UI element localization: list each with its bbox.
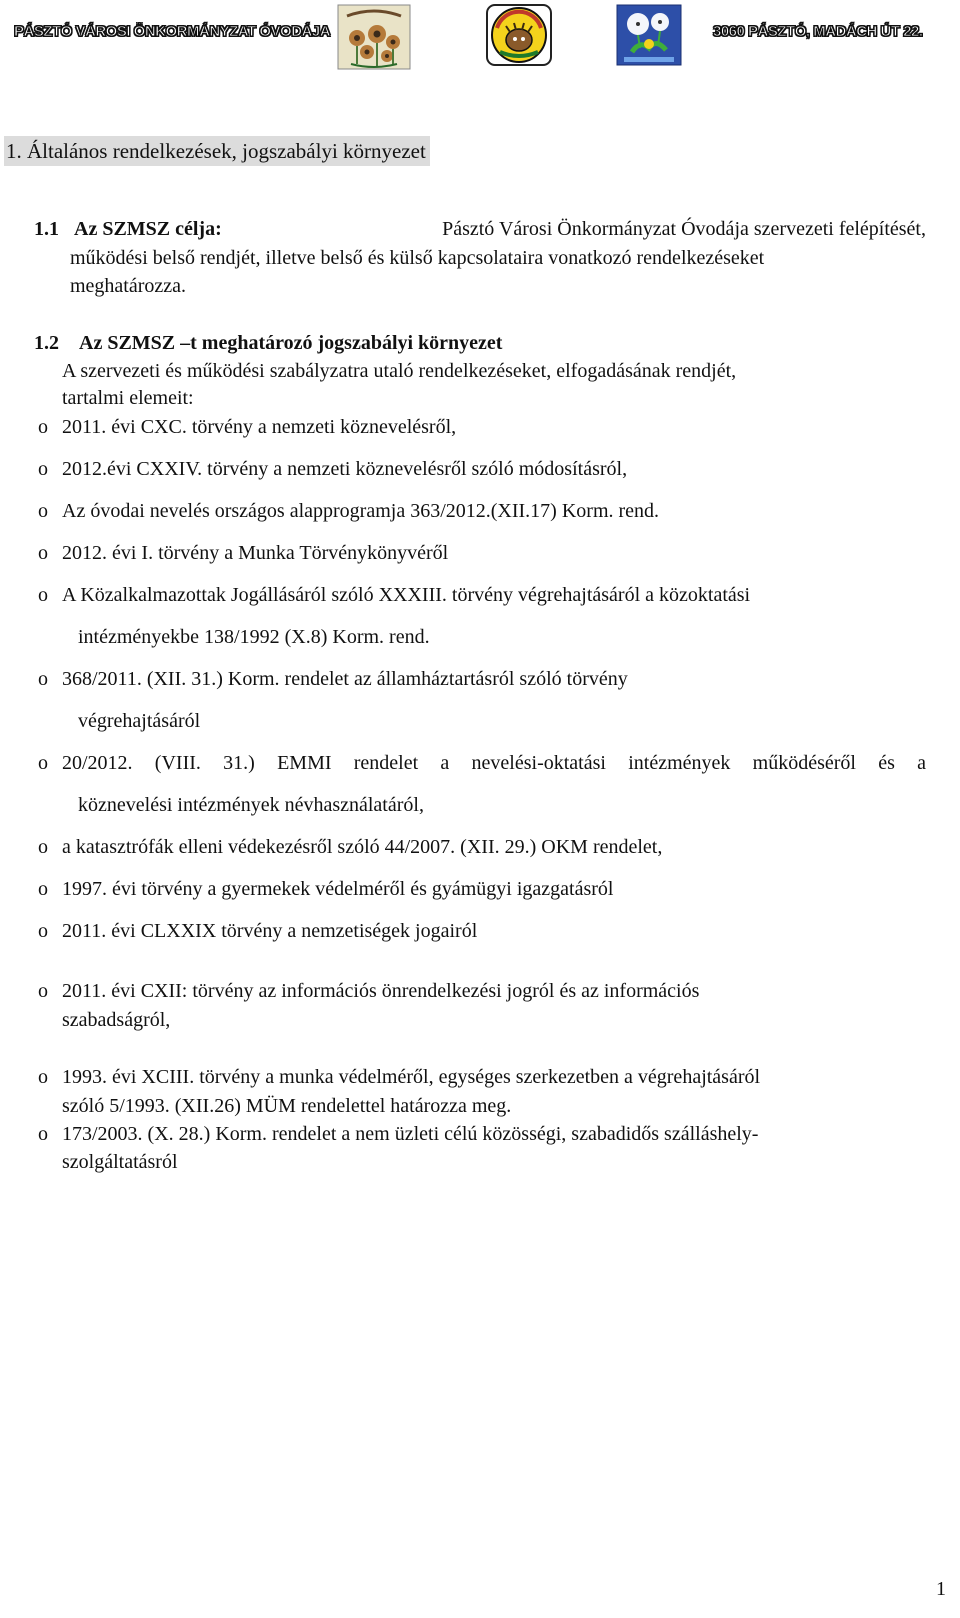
list-item-continuation: végrehajtásáról <box>78 710 201 732</box>
list-item-text: Az óvodai nevelés országos alapprogramja 363/2012.(XII.17) Korm. rend. <box>62 500 660 522</box>
institution-name: PÁSZTÓ VÁROSI ÖNKORMÁNYZAT ÓVODÁJA <box>14 23 331 40</box>
bullet-icon: o <box>38 1066 48 1088</box>
flowers-logo-image <box>337 4 411 70</box>
bullet-icon: o <box>38 752 48 774</box>
list-item-continuation: intézményekbe 138/1992 (X.8) Korm. rend. <box>78 626 430 648</box>
bullet-icon: o <box>38 920 48 942</box>
list-item-continuation: szolgáltatásról <box>62 1151 178 1173</box>
institution-address: 3060 PÁSZTÓ, MADÁCH ÚT 22. <box>713 23 923 40</box>
bullet-icon: o <box>38 878 48 900</box>
bullet-icon: o <box>38 458 48 480</box>
list-item-text: 1993. évi XCIII. törvény a munka védelméről, egységes szerkezetben a végrehajtásáról <box>62 1066 761 1088</box>
section-heading: 1. Általános rendelkezések, jogszabályi környezet <box>4 136 430 166</box>
list-item-text: 1997. évi törvény a gyermekek védelméről és gyámügyi igazgatásról <box>62 878 614 900</box>
bullet-icon: o <box>38 584 48 606</box>
section-1-1-number: 1.1 <box>34 218 59 240</box>
page-number: 1 <box>936 1578 946 1600</box>
list-item-text: 2012.évi CXXIV. törvény a nemzeti köznevelésről szóló módosításról, <box>62 458 628 480</box>
list-item-continuation: köznevelési intézmények névhasználatáról, <box>78 794 424 816</box>
section-1-1-line-3: meghatározza. <box>70 275 187 297</box>
section-1-2-number: 1.2 <box>34 332 59 354</box>
section-1-1 <box>34 216 926 242</box>
list-item-text: A Közalkalmazottak Jogállásáról szóló XXXIII. törvény végrehajtásáról a közoktatási <box>62 584 751 606</box>
list-item-text: 2011. évi CXII: törvény az információs önrendelkezési jogról és az információs <box>62 980 700 1002</box>
hedgehog-logo-image <box>486 4 552 66</box>
bullet-icon: o <box>38 500 48 522</box>
bullet-icon: o <box>38 1123 48 1145</box>
section-1-2-title: Az SZMSZ –t meghatározó jogszabályi környezet <box>79 332 503 354</box>
list-item-text: 2011. évi CLXXIX törvény a nemzetiségek jogairól <box>62 920 478 942</box>
bullet-icon: o <box>38 668 48 690</box>
dandelion-logo-image <box>616 4 682 66</box>
bullet-icon: o <box>38 836 48 858</box>
section-1-2-intro-1: A szervezeti és működési szabályzatra utaló rendelkezéseket, elfogadásának rendjét, <box>62 360 737 382</box>
list-item-text: 20/2012. (VIII. 31.) EMMI rendelet a nevelési-oktatási intézmények működéséről és a <box>62 752 926 774</box>
bullet-icon: o <box>38 416 48 438</box>
bullet-icon: o <box>38 980 48 1002</box>
list-item-text: 2011. évi CXC. törvény a nemzeti köznevelésről, <box>62 416 457 438</box>
section-1-1-line-1 <box>34 216 926 242</box>
bullet-icon: o <box>38 542 48 564</box>
list-item-text: a katasztrófák elleni védekezésről szóló 44/2007. (XII. 29.) OKM rendelet, <box>62 836 663 858</box>
section-1-1-line-2: működési belső rendjét, illetve belső és külső kapcsolataira vonatkozó rendelkezéseket <box>70 247 765 269</box>
section-1-2-title-row <box>34 330 502 356</box>
section-1-1-label: Az SZMSZ célja: <box>74 218 222 240</box>
list-item-text: 368/2011. (XII. 31.) Korm. rendelet az államháztartásról szóló törvény <box>62 668 628 690</box>
section-1-1-text-1: Pásztó Városi Önkormányzat Óvodája szervezeti felépítését, <box>442 218 926 240</box>
section-1-2-intro-2: tartalmi elemeit: <box>62 387 194 409</box>
list-item-text: 2012. évi I. törvény a Munka Törvénykönyvéről <box>62 542 449 564</box>
page-header <box>0 0 960 66</box>
list-item-continuation: szóló 5/1993. (XII.26) MÜM rendelettel határozza meg. <box>62 1095 512 1117</box>
list-item-continuation: szabadságról, <box>62 1009 171 1031</box>
list-item-text: 173/2003. (X. 28.) Korm. rendelet a nem üzleti célú közösségi, szabadidős szálláshely- <box>62 1123 759 1145</box>
